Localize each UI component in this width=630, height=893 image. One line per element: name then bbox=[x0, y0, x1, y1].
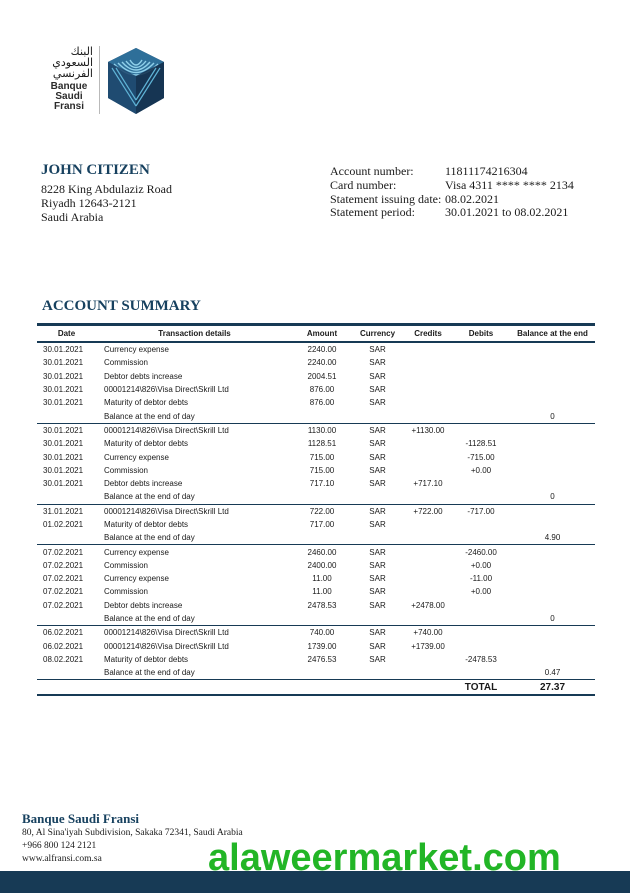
table-row bbox=[37, 572, 595, 585]
cell-date: 30.01.2021 bbox=[43, 452, 84, 462]
logo-divider bbox=[99, 46, 100, 114]
account-info-label: Statement issuing date: bbox=[330, 191, 442, 206]
cell-currency: SAR bbox=[369, 465, 386, 475]
cell-details: 00001214\826\Visa Direct\Skrill Ltd bbox=[104, 385, 229, 395]
table-row bbox=[37, 450, 595, 463]
logo-arabic-line: الفرنسي bbox=[52, 67, 93, 80]
cell-currency: SAR bbox=[369, 587, 386, 597]
cell-currency: SAR bbox=[369, 506, 386, 516]
table-row bbox=[37, 409, 595, 422]
table-row bbox=[37, 626, 595, 639]
table-header bbox=[37, 326, 595, 341]
cell-balance: 4.90 bbox=[544, 533, 561, 543]
cell-amount: 1128.51 bbox=[307, 439, 337, 449]
cell-amount: 876.00 bbox=[309, 398, 335, 408]
cell-details: Commission bbox=[104, 465, 149, 475]
footer-website[interactable]: www.alfransi.com.sa bbox=[22, 854, 102, 864]
cell-details: Maturity of debtor debts bbox=[104, 654, 189, 664]
customer-address-line: Saudi Arabia bbox=[41, 210, 104, 224]
cell-details: Debtor debts increase bbox=[104, 371, 183, 381]
cell-date: 30.01.2021 bbox=[43, 439, 84, 449]
account-info-label: Account number: bbox=[330, 164, 414, 178]
cell-date: 30.01.2021 bbox=[43, 425, 84, 435]
table-row bbox=[37, 612, 595, 625]
logo-french-line: Saudi bbox=[55, 91, 83, 102]
total-label: TOTAL bbox=[464, 681, 498, 693]
customer-name: JOHN CITIZEN bbox=[41, 162, 150, 178]
cell-date: 30.01.2021 bbox=[43, 398, 84, 408]
bank-logo-mark-icon bbox=[106, 46, 166, 116]
account-info-label: Card number: bbox=[330, 177, 397, 192]
cell-amount: 717.00 bbox=[309, 520, 335, 529]
bank-logo-french-text bbox=[45, 82, 93, 112]
cell-currency: SAR bbox=[369, 628, 386, 638]
customer-address-line: 8228 King Abdulaziz Road bbox=[41, 182, 172, 196]
account-info bbox=[330, 165, 574, 220]
cell-debits: -717.00 bbox=[467, 506, 495, 516]
table-row bbox=[37, 599, 595, 612]
cell-details: Commission bbox=[104, 560, 149, 570]
table-row bbox=[37, 531, 595, 544]
cell-details: Maturity of debtor debts bbox=[104, 398, 189, 408]
table-row bbox=[37, 545, 595, 558]
cell-amount: 717.10 bbox=[309, 479, 335, 489]
cell-details: Currency expense bbox=[104, 345, 169, 355]
cell-currency: SAR bbox=[369, 547, 386, 557]
cell-currency: SAR bbox=[369, 560, 386, 570]
account-info-value: Visa 4311 **** **** 2134 bbox=[445, 177, 574, 192]
bank-logo-arabic-text bbox=[45, 46, 93, 79]
cell-currency: SAR bbox=[369, 654, 386, 664]
cell-details: 00001214\826\Visa Direct\Skrill Ltd bbox=[104, 506, 229, 516]
cell-amount: 2460.00 bbox=[307, 547, 337, 557]
cell-date: 07.02.2021 bbox=[43, 560, 84, 570]
cell-details: Currency expense bbox=[104, 452, 169, 462]
footer-address: 80, Al Sina'iyah Subdivision, Sakaka 72341, Saudi Arabia bbox=[22, 828, 243, 838]
cell-details: Balance at the end of day bbox=[104, 533, 195, 543]
table-row bbox=[37, 505, 595, 518]
cell-amount: 2004.51 bbox=[307, 371, 337, 381]
cell-currency: SAR bbox=[369, 398, 386, 408]
cell-date: 06.02.2021 bbox=[43, 641, 84, 651]
cell-date: 30.01.2021 bbox=[43, 385, 84, 395]
cell-date: 07.02.2021 bbox=[43, 574, 84, 584]
cell-date: 30.01.2021 bbox=[43, 465, 84, 475]
cell-amount: 2478.53 bbox=[307, 600, 337, 610]
table-row bbox=[37, 518, 595, 531]
account-info-label: Statement period: bbox=[330, 205, 415, 220]
cell-currency: SAR bbox=[369, 574, 386, 584]
table-body bbox=[37, 343, 595, 679]
cell-debits: +0.00 bbox=[470, 560, 492, 570]
table-row bbox=[37, 585, 595, 598]
cell-date: 07.02.2021 bbox=[43, 547, 84, 557]
cell-date: 07.02.2021 bbox=[43, 600, 84, 610]
cell-date: 01.02.2021 bbox=[43, 520, 84, 529]
statement-period-row bbox=[330, 206, 574, 220]
logo-french-line: Fransi bbox=[53, 101, 84, 112]
customer-address-line: Riyadh 12643-2121 bbox=[41, 196, 137, 210]
account-info-value: 30.01.2021 to 08.02.2021 bbox=[445, 205, 569, 220]
table-row bbox=[37, 640, 595, 653]
cell-details: 00001214\826\Visa Direct\Skrill Ltd bbox=[104, 641, 229, 651]
table-row bbox=[37, 343, 595, 356]
cell-credits: +1130.00 bbox=[411, 425, 445, 435]
cell-amount: 722.00 bbox=[309, 506, 335, 516]
cell-currency: SAR bbox=[369, 479, 386, 489]
cell-amount: 2400.00 bbox=[307, 560, 337, 570]
account-summary-title: ACCOUNT SUMMARY bbox=[42, 298, 201, 314]
cell-details: Balance at the end of day bbox=[104, 668, 195, 678]
cell-details: Currency expense bbox=[104, 574, 169, 584]
cell-amount: 1739.00 bbox=[307, 641, 337, 651]
col-header-amount: Amount bbox=[306, 329, 338, 338]
cell-date: 30.01.2021 bbox=[43, 479, 84, 489]
cell-amount: 876.00 bbox=[309, 385, 335, 395]
cell-amount: 11.00 bbox=[312, 587, 332, 597]
cell-debits: -715.00 bbox=[467, 452, 495, 462]
cell-debits: +0.00 bbox=[470, 465, 492, 475]
table-row bbox=[37, 559, 595, 572]
cell-credits: +717.10 bbox=[413, 479, 443, 489]
cell-date: 07.02.2021 bbox=[43, 587, 84, 597]
table-row bbox=[37, 490, 595, 503]
cell-currency: SAR bbox=[369, 600, 386, 610]
cell-details: Balance at the end of day bbox=[104, 492, 195, 502]
account-info-value: 08.02.2021 bbox=[445, 191, 499, 206]
footer-phone: +966 800 124 2121 bbox=[22, 841, 97, 851]
col-header-balance: Balance at the end bbox=[517, 329, 588, 338]
cell-debits: -2460.00 bbox=[465, 547, 497, 557]
cell-details: Balance at the end of day bbox=[104, 614, 195, 624]
cell-currency: SAR bbox=[369, 641, 386, 651]
cell-credits: +2478.00 bbox=[411, 600, 445, 610]
col-header-currency: Currency bbox=[359, 329, 396, 338]
cell-currency: SAR bbox=[369, 439, 386, 449]
transactions-table bbox=[37, 323, 595, 696]
cell-details: Debtor debts increase bbox=[104, 479, 183, 489]
cell-debits: -2478.53 bbox=[465, 654, 497, 664]
table-row bbox=[37, 424, 595, 437]
table-row bbox=[37, 383, 595, 396]
cell-date: 30.01.2021 bbox=[43, 358, 84, 368]
cell-balance: 0 bbox=[550, 411, 555, 421]
total-bottom-rule bbox=[37, 694, 595, 696]
cell-details: Balance at the end of day bbox=[104, 411, 195, 421]
cell-currency: SAR bbox=[369, 385, 386, 395]
logo-arabic-line: البنك bbox=[70, 45, 93, 58]
table-row bbox=[37, 370, 595, 383]
cell-debits: -11.00 bbox=[469, 574, 493, 584]
cell-details: 00001214\826\Visa Direct\Skrill Ltd bbox=[104, 628, 229, 638]
table-row bbox=[37, 396, 595, 409]
cell-date: 30.01.2021 bbox=[43, 345, 84, 355]
account-info-value: 11811174216304 bbox=[445, 164, 528, 178]
cell-details: Currency expense bbox=[104, 547, 169, 557]
cell-date: 31.01.2021 bbox=[43, 506, 84, 516]
logo-french-line: Banque bbox=[50, 81, 88, 92]
cell-date: 08.02.2021 bbox=[43, 654, 84, 664]
account-number-row bbox=[330, 165, 574, 179]
cell-currency: SAR bbox=[369, 452, 386, 462]
col-header-debits: Debits bbox=[468, 329, 494, 338]
cell-balance: 0 bbox=[550, 492, 555, 502]
table-row bbox=[37, 437, 595, 450]
cell-currency: SAR bbox=[369, 371, 386, 381]
cell-currency: SAR bbox=[369, 345, 386, 355]
cell-amount: 2240.00 bbox=[307, 358, 337, 368]
cell-credits: +722.00 bbox=[413, 506, 443, 516]
watermark-text: alaweermarket.com bbox=[208, 837, 561, 879]
cell-amount: 715.00 bbox=[309, 452, 335, 462]
cell-date: 30.01.2021 bbox=[43, 371, 84, 381]
col-header-date: Date bbox=[57, 329, 76, 338]
footer-bank-name: Banque Saudi Fransi bbox=[22, 811, 140, 826]
cell-details: Commission bbox=[104, 587, 149, 597]
cell-amount: 11.00 bbox=[312, 574, 332, 584]
cell-credits: +740.00 bbox=[413, 628, 443, 638]
cell-details: Maturity of debtor debts bbox=[104, 520, 189, 529]
table-row bbox=[37, 666, 595, 679]
table-row bbox=[37, 477, 595, 490]
cell-details: 00001214\826\Visa Direct\Skrill Ltd bbox=[104, 425, 229, 435]
cell-balance: 0.47 bbox=[544, 668, 561, 678]
cell-amount: 2240.00 bbox=[307, 345, 337, 355]
col-header-credits: Credits bbox=[414, 329, 442, 338]
total-value: 27.37 bbox=[539, 681, 566, 693]
cell-debits: +0.00 bbox=[470, 587, 492, 597]
table-row bbox=[37, 653, 595, 666]
cell-amount: 715.00 bbox=[309, 465, 335, 475]
cell-currency: SAR bbox=[369, 358, 386, 368]
table-row bbox=[37, 464, 595, 477]
cell-date: 06.02.2021 bbox=[43, 628, 84, 638]
statement-date-row bbox=[330, 193, 574, 207]
cell-debits: -1128.51 bbox=[465, 439, 497, 449]
logo-arabic-line: السعودي bbox=[52, 56, 93, 69]
col-header-details: Transaction details bbox=[158, 329, 231, 338]
cell-currency: SAR bbox=[369, 520, 386, 529]
cell-details: Maturity of debtor debts bbox=[104, 439, 189, 449]
cell-balance: 0 bbox=[550, 614, 555, 624]
table-row bbox=[37, 356, 595, 369]
customer-block bbox=[41, 161, 172, 224]
cell-details: Debtor debts increase bbox=[104, 600, 183, 610]
total-row bbox=[37, 680, 595, 694]
cell-credits: +1739.00 bbox=[411, 641, 445, 651]
cell-currency: SAR bbox=[369, 425, 386, 435]
card-number-row bbox=[330, 179, 574, 193]
cell-amount: 740.00 bbox=[309, 628, 335, 638]
cell-amount: 1130.00 bbox=[307, 425, 337, 435]
cell-amount: 2476.53 bbox=[307, 654, 337, 664]
cell-details: Commission bbox=[104, 358, 149, 368]
